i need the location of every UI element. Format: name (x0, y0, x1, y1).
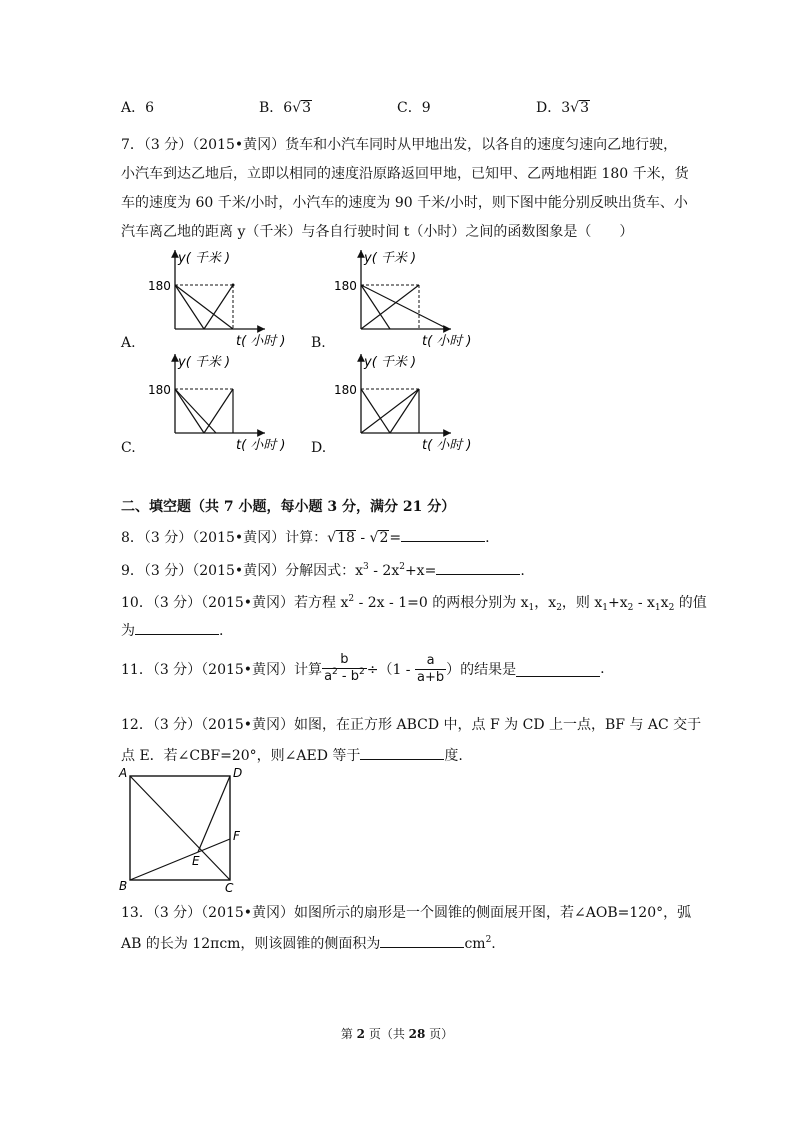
sqrt-symbol: √18 (327, 530, 355, 546)
q12-answer-blank[interactable] (360, 745, 444, 760)
q9-sup-1: 3 (363, 562, 369, 572)
q13-line2-prefix: AB 的长为 12πcm，则该圆锥的侧面积为 (121, 936, 381, 952)
label-a: A (119, 766, 128, 780)
graph-b-ylabel: y( 千米 ) (364, 251, 417, 266)
q12-line2-suffix: 度. (444, 748, 463, 764)
graph-a-yvalue: 180 (148, 279, 171, 293)
q10-answer-blank[interactable] (135, 620, 219, 635)
q10-line-1 (121, 592, 707, 612)
q11-frac2-denominator: a+b (417, 669, 445, 685)
q10-p5: +x (608, 595, 628, 611)
q13-answer-blank[interactable] (380, 933, 464, 948)
label-e: E (192, 854, 200, 868)
q9-mid-2: +x= (404, 563, 437, 579)
q10-line-2 (121, 620, 223, 640)
q9-sup-2: 2 (399, 562, 405, 572)
q13-line-1: 13．（3 分）（2015•黄冈）如图所示的扇形是一个圆锥的侧面展开图，若∠AOB=120°，弧 (121, 905, 692, 921)
q13-end: . (491, 936, 496, 952)
q6-option-b-label: B．6 (259, 100, 293, 116)
q6-option-d-label: D．3 (536, 100, 571, 116)
q11-den-a: a (324, 669, 333, 684)
q12-square-figure (116, 766, 246, 896)
graph-d (334, 354, 472, 453)
q6-option-d-radicand: 3 (580, 100, 589, 116)
q10-p2: - 2x - 1=0 的两根分别为 x (354, 595, 529, 611)
graph-b-yvalue: 180 (334, 279, 357, 293)
q12-line-1: 12．（3 分）（2015•黄冈）如图，在正方形 ABCD 中，点 F 为 CD 上一点，BF 与 AC 交于 (121, 717, 702, 733)
q10-p4: ，则 x (561, 595, 603, 611)
q7-option-a: A. (121, 335, 136, 351)
q9-mid-1: - 2x (368, 563, 400, 579)
q8-end: . (485, 530, 490, 546)
q10-s5: 1 (654, 603, 661, 613)
q10-sup: 2 (348, 594, 355, 604)
q11-frac1-denominator (322, 669, 367, 686)
q7-option-d: D. (311, 440, 327, 456)
q11-divide: ÷（1 - (366, 662, 415, 678)
graph-c-ylabel: y( 千米 ) (178, 355, 231, 370)
q10-s3: 1 (602, 603, 609, 613)
q10-p6: - x (633, 595, 655, 611)
q10-p8: 的值 (674, 595, 707, 611)
q9 (121, 560, 525, 580)
section-heading: 二、填空题（共 7 小题，每小题 3 分，满分 21 分） (121, 499, 456, 515)
sqrt-symbol: √3 (570, 100, 589, 116)
q10-line2-prefix: 为 (121, 623, 135, 639)
q8-radicand-1: 18 (337, 530, 355, 546)
label-d: D (233, 766, 243, 780)
q6-option-b-radicand: 3 (302, 100, 312, 116)
sqrt-symbol: √2 (369, 530, 389, 546)
page-footer (0, 1025, 794, 1042)
q11-den-mid: - b (337, 669, 359, 684)
q11-fraction-2 (415, 653, 446, 686)
q7-line-1: 7．（3 分）（2015•黄冈）货车和小汽车同时从甲地出发，以各自的速度匀速向乙地行驶， (121, 137, 678, 153)
q11-answer-blank[interactable] (516, 662, 600, 677)
q9-prefix: 9．（3 分）（2015•黄冈）分解因式：x (121, 563, 364, 579)
label-b: B (119, 879, 128, 893)
q13-unit: cm (464, 936, 486, 952)
q7-option-b: B. (311, 335, 326, 351)
graph-c (148, 354, 286, 453)
q6-option-d (536, 97, 590, 117)
label-c: C (225, 881, 234, 895)
graph-a-xlabel: t( 小时 ) (236, 334, 286, 349)
q6-option-b (259, 97, 312, 117)
q7-line-3: 车的速度为 60 千米/小时，小汽车的速度为 90 千米/小时，则下图中能分别反映出货车、小 (121, 195, 688, 211)
footer-total-pages: 28 (408, 1027, 426, 1041)
q8-equals: = (389, 530, 402, 546)
q7-line-4: 汽车离乙地的距离 y（千米）与各自行驶时间 t（小时）之间的函数图象是（ ） (121, 224, 634, 240)
q10-s4: 2 (627, 603, 634, 613)
q10-p3: ，x (534, 595, 557, 611)
footer-page-number: 2 (356, 1027, 365, 1041)
graph-a (148, 250, 286, 349)
q7-line-2: 小汽车到达乙地后，立即以相同的速度沿原路返回甲地，已知甲、乙两地相距 180 千米，货 (121, 166, 689, 182)
q9-answer-blank[interactable] (436, 560, 520, 575)
q11-frac1-numerator: b (322, 652, 367, 669)
q10-prefix: 10．（3 分）（2015•黄冈）若方程 x (121, 595, 349, 611)
q8-minus: - (355, 530, 370, 546)
graph-c-xlabel: t( 小时 ) (236, 438, 286, 453)
q11-fraction-1 (322, 652, 367, 686)
q8-answer-blank[interactable] (401, 527, 485, 542)
q11-den-sup-2: 2 (358, 667, 365, 677)
q11-suffix: ）的结果是 (446, 662, 517, 678)
footer-suffix: 页） (425, 1027, 454, 1041)
q11-end: . (600, 661, 605, 677)
q6-option-a: A．6 (121, 100, 155, 116)
footer-mid: 页（共 (365, 1027, 409, 1041)
q10-p7: x (660, 595, 669, 611)
footer-prefix: 第 (340, 1027, 357, 1041)
q10-end: . (219, 623, 224, 639)
q11-den-sup-1: 2 (332, 667, 338, 677)
q11-prefix: 11．（3 分）（2015•黄冈）计算 (121, 662, 323, 678)
diagonal-ac (130, 776, 230, 880)
q7-graphs (120, 242, 500, 462)
q12-line2-prefix: 点 E．若∠CBF=20°，则∠AED 等于 (121, 748, 361, 764)
q8-prefix: 8．（3 分）（2015•黄冈）计算： (121, 530, 328, 546)
q11 (121, 652, 605, 686)
q8-radicand-2: 2 (379, 530, 389, 546)
graph-c-yvalue: 180 (148, 383, 171, 397)
segment-bf (130, 839, 230, 880)
q10-s2: 2 (556, 603, 562, 613)
graph-d-ylabel: y( 千米 ) (364, 355, 417, 370)
graph-b (334, 250, 472, 349)
q13-unit-sup: 2 (485, 935, 492, 945)
graph-a-ylabel: y( 千米 ) (178, 251, 231, 266)
sqrt-symbol: √3 (292, 100, 312, 116)
q10-s6: 2 (668, 603, 675, 613)
q9-end: . (520, 563, 525, 579)
q6-option-c: C．9 (397, 100, 431, 116)
q10-s1: 1 (528, 603, 535, 613)
label-f: F (233, 829, 240, 843)
graph-d-yvalue: 180 (334, 383, 357, 397)
q11-frac2-numerator: a (415, 653, 446, 670)
q8 (121, 527, 490, 547)
graph-d-xlabel: t( 小时 ) (422, 438, 472, 453)
graph-b-xlabel: t( 小时 ) (422, 334, 472, 349)
q13-line-2 (121, 933, 496, 953)
q7-option-c: C. (121, 440, 136, 456)
q12-line-2 (121, 745, 463, 765)
